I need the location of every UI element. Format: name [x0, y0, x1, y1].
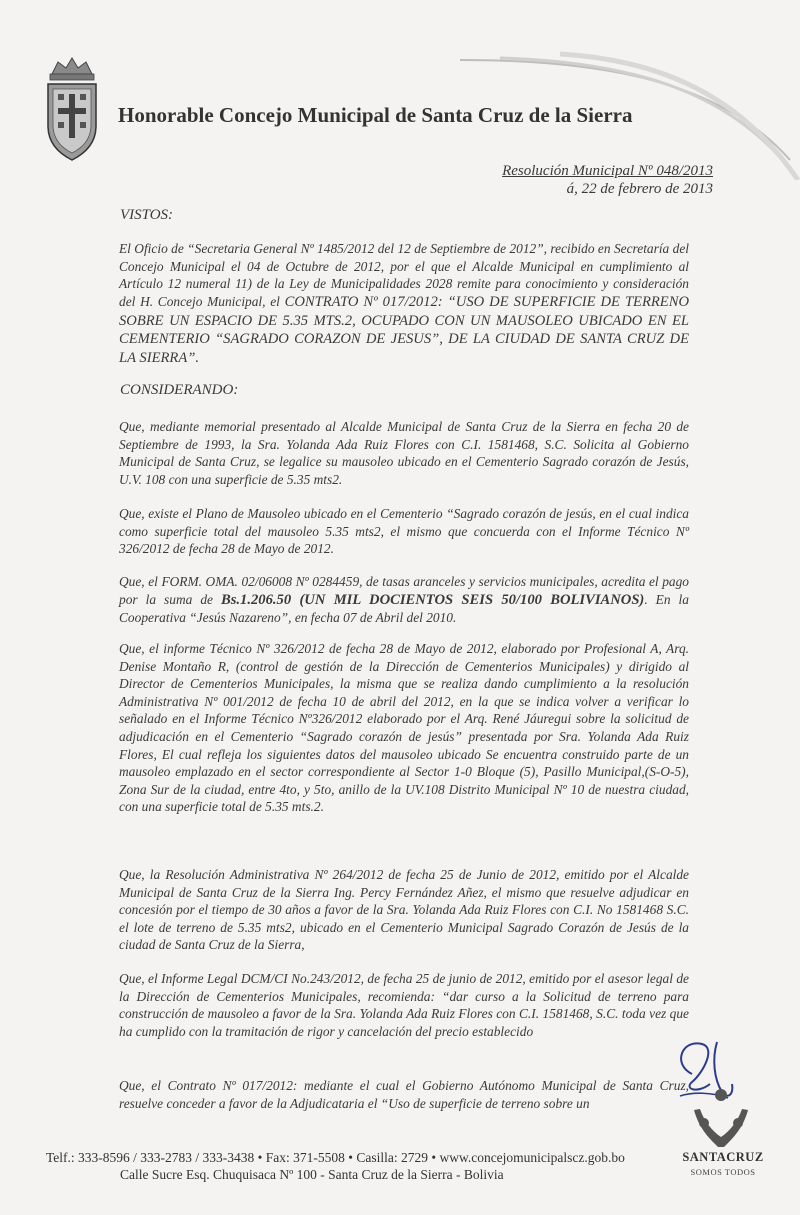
considerando-paragraph-7: Que, el Contrato Nº 017/2012: mediante el cual el Gobierno Autónomo Municipal de Santa Cruz, resuelve conceder a favor de la Adjudicataria el “Uso de superficie de terreno sobre un	[119, 1078, 689, 1111]
considerando-paragraph-1: Que, mediante memorial presentado al Alcalde Municipal de Santa Cruz de la Sierra en fecha 20 de Septiembre de 1993, la Sra. Yolanda Ada Ruiz Flores con C.I. 1581468, S.C. Solicita al Gobierno Municipal de Santa Cruz, se legalice su mausoleo ubicado en el Cementerio Sagrado corazón de Jesús, U.V. 108 con una superficie de 5.35 mts2.	[119, 419, 689, 487]
contract-title: CONTRATO Nº 017/2012: “USO DE SUPERFICIE DE TERRENO SOBRE UN ESPACIO DE 5.35 MTS.2, OCUPADO CON UN MAUSOLEO UBICADO EN EL CEMENTERIO “SAGRADO CORAZON DE JESUS”, DE LA CIUDAD DE SANTA CRUZ DE LA SIERRA”.	[119, 293, 689, 367]
resolution-number: Resolución Municipal Nº 048/2013	[502, 163, 713, 179]
considerando-paragraph-3	[119, 573, 689, 627]
coat-of-arms-icon	[44, 56, 100, 162]
footer-contact: Telf.: 333-8596 / 333-2783 / 333-3438 • Fax: 371-5508 • Casilla: 2729 • www.concejomunicipalscz.gob.bo	[46, 1150, 625, 1165]
resolution-date: á, 22 de febrero de 2013	[566, 181, 713, 197]
payment-amount: Bs.1.206.50 (UN MIL DOCIENTOS SEIS 50/100 BOLIVIANOS)	[220, 591, 645, 608]
logo-wordmark: SANTACRUZ	[682, 1150, 764, 1164]
considerando-paragraph-4: Que, el informe Técnico Nº 326/2012 de fecha 28 de Mayo de 2012, elaborado por Profesional A, Arq. Denise Montaño R, (control de gestión de la Dirección de Cementerios Municipales) y dirigido al Director de Cementerios Municipales, la misma que se realiza dando cumplimiento a la resolución Administrativa Nº 001/2012 de fecha 10 de abril del 2012, en la que se indica volver a verificar lo señalado en el Informe Técnico Nº326/2012 elaborado por el Arq. René Jáuregui sobre la solicitud de adjudicación en el Cementerio “Sagrado corazón de jesús” presentada por Sra. Yolanda Ada Ruiz Flores, El cual refleja los siguientes datos del mausoleo ubicado Se encuentra construido parte de un mausoleo emplazado en el sector correspondiente al Sector 1-0 Bloque (5), Pasillo Municipal,(S-O-5), Zona Sur de la ciudad, entre 4to, y 5to, anillo de la UV.108 Distrito Municipal Nº 10 de nuestra ciudad, con una superficie total de 5.35 mts.2.	[119, 641, 689, 815]
payment-text-end: . En la Cooperativa “Jesús Nazareno”, en fecha 07 de Abril del 2010.	[119, 591, 689, 626]
vistos-intro-text: El Oficio de “Secretaria General Nº 1485/2012 del 12 de Septiembre de 2012”, recibido en Secretaría del Concejo Municipal el 04 de Octubre de 2012, por el que el Alcalde Municipal en cumplimiento al Artículo 12 numeral 11) de la Ley de Municipalidades 2028 remite para conocimiento y consideración del H. Concejo Municipal, el	[119, 241, 689, 309]
page-title: Honorable Concejo Municipal de Santa Cruz de la Sierra	[118, 103, 633, 127]
footer-address: Calle Sucre Esq. Chuquisaca Nº 100 - Santa Cruz de la Sierra - Bolivia	[120, 1167, 504, 1182]
section-heading-considerando: CONSIDERANDO:	[120, 382, 239, 398]
vistos-paragraph	[119, 240, 689, 368]
logo-tagline: SOMOS TODOS	[690, 1167, 756, 1177]
considerando-paragraph-5: Que, la Resolución Administrativa Nº 264/2012 de fecha 25 de Junio de 2012, emitido por el Alcalde Municipal de Santa Cruz de la Sierra Ing. Percy Fernández Añez, el mismo que resuelve adjudicar en concesión por el tiempo de 30 años a favor de la Sra. Yolanda Ada Ruiz Flores con C.I. No 1581468 S.C. el lote de terreno de 5.35 mts2, ubicado en el Cementerio Municipal Sagrado Corazón de Jesús de la ciudad de Santa Cruz de la Sierra,	[119, 867, 689, 953]
section-heading-vistos: VISTOS:	[120, 207, 174, 223]
considerando-paragraph-2: Que, existe el Plano de Mausoleo ubicado en el Cementerio “Sagrado corazón de jesús, en el cual indica como superficie total del mausoleo 5.35 mts2, el mismo que concuerda con el Informe Técnico Nº 326/2012 de fecha 28 de Mayo de 2012.	[119, 506, 689, 557]
payment-text: Que, el FORM. OMA. 02/06008 Nº 0284459, de tasas aranceles y servicios municipales, acredita el pago por la suma de	[119, 574, 689, 607]
considerando-paragraph-6: Que, el Informe Legal DCM/CI No.243/2012, de fecha 25 de junio de 2012, emitido por el asesor legal de la Dirección de Cementerios Municipales, recomienda: “dar curso a la Solicitud de terreno para construcción de mausoleo a favor de la Sra. Yolanda Ada Ruiz Flores con C.I. 1581468, S.C. toda vez que ha cumplido con la tramitación de rigor y cancelación del precio establecido	[119, 971, 689, 1039]
